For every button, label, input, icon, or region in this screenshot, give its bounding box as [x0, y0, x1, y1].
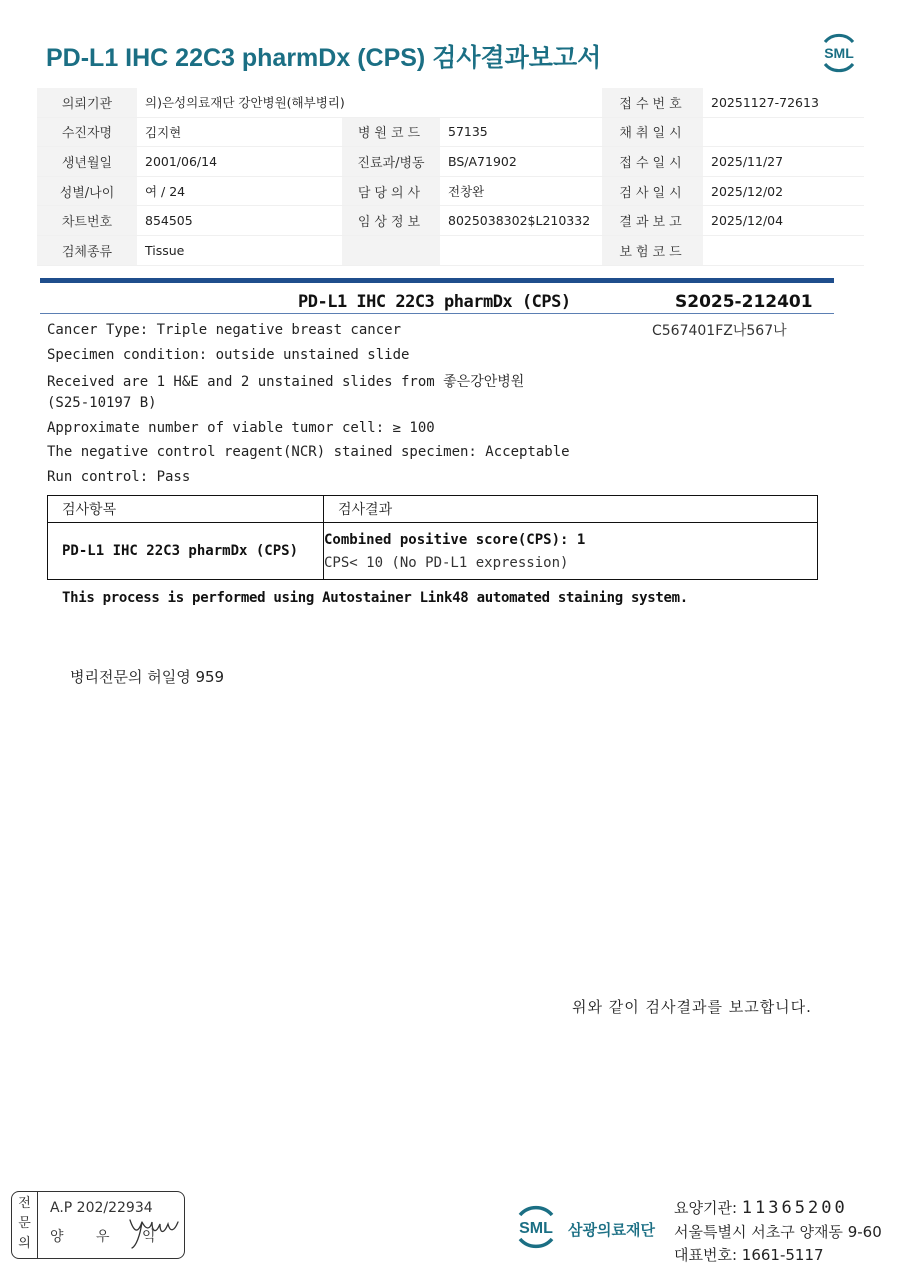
closing-statement: 위와 같이 검사결과를 보고합니다. — [572, 998, 812, 1016]
report-line: (S25-10197 B) — [47, 395, 157, 411]
info-label: 진료과/병동 — [342, 147, 440, 177]
header-rule — [40, 278, 834, 283]
info-row — [37, 147, 864, 177]
organization-name: 삼광의료재단 — [568, 1221, 655, 1239]
info-value: 의)은성의료재단 강안병원(해부병리) — [137, 88, 602, 117]
result-header-item: 검사항목 — [48, 496, 324, 523]
result-interpretation: CPS< 10 (No PD-L1 expression) — [324, 554, 569, 571]
report-line: Specimen condition: outside unstained slide — [47, 347, 410, 363]
result-item: PD-L1 IHC 22C3 pharmDx (CPS) — [48, 523, 324, 580]
info-label: 병원코드 — [342, 117, 440, 147]
info-label: 채취일시 — [602, 117, 703, 147]
svg-text:SML: SML — [824, 45, 854, 61]
info-value: 2025/11/27 — [703, 147, 864, 177]
info-label: 수진자명 — [37, 117, 137, 147]
phone-number: 대표번호: 1661-5117 — [674, 1246, 824, 1264]
pathologist-signature: 병리전문의 허일영 959 — [70, 668, 225, 686]
info-label: 임상정보 — [342, 206, 440, 236]
svg-text:SML: SML — [519, 1220, 553, 1237]
info-row — [37, 235, 864, 265]
info-value: 2001/06/14 — [137, 147, 342, 177]
report-number: S2025-212401 — [675, 292, 813, 312]
info-row — [37, 176, 864, 206]
stamp-name: 양 우 익 — [50, 1229, 170, 1245]
report-line: Received are 1 H&E and 2 unstained slides from 좋은강안병원 — [47, 374, 525, 390]
info-label: 검사일시 — [602, 176, 703, 206]
info-label: 성별/나이 — [37, 176, 137, 206]
info-label: 의뢰기관 — [37, 88, 137, 117]
info-value: 8025038302$L210332 — [440, 206, 602, 236]
info-label: 접수번호 — [602, 88, 703, 117]
info-value: BS/A71902 — [440, 147, 602, 177]
header-thin-rule — [40, 313, 834, 314]
handwritten-signature-icon — [124, 1208, 185, 1250]
info-label: 접수일시 — [602, 147, 703, 177]
report-line: Run control: Pass — [47, 469, 191, 485]
info-value: 854505 — [137, 206, 342, 236]
sml-logo-icon — [510, 1201, 562, 1253]
info-value: 여 / 24 — [137, 176, 342, 206]
institution-code: 요양기관: 11365200 — [674, 1198, 848, 1218]
info-value: 57135 — [440, 117, 602, 147]
patient-info-table — [37, 88, 864, 266]
result-table — [47, 495, 818, 580]
info-value — [440, 235, 602, 265]
info-row — [37, 117, 864, 147]
sml-logo-icon — [816, 30, 862, 76]
report-line: Cancer Type: Triple negative breast cancer — [47, 322, 402, 338]
result-header-result: 검사결과 — [324, 496, 818, 523]
specialist-stamp — [11, 1191, 185, 1259]
report-sub-code: C567401FZ나567나 — [652, 323, 787, 339]
info-value — [703, 117, 864, 147]
report-title: PD-L1 IHC 22C3 pharmDx (CPS) 검사결과보고서 — [46, 44, 602, 72]
info-label: 담당의사 — [342, 176, 440, 206]
info-label: 검체종류 — [37, 235, 137, 265]
result-score: Combined positive score(CPS): 1 — [324, 531, 586, 548]
info-label: 차트번호 — [37, 206, 137, 236]
report-line: Approximate number of viable tumor cell: ≥ 100 — [47, 420, 435, 436]
info-label: 결과보고 — [602, 206, 703, 236]
info-value — [703, 235, 864, 265]
address: 서울특별시 서초구 양재동 9-60 — [674, 1223, 882, 1241]
info-value: 2025/12/02 — [703, 176, 864, 206]
process-note: This process is performed using Autostainer Link48 automated staining system. — [62, 590, 688, 606]
info-value: 김지현 — [137, 117, 342, 147]
report-line: The negative control reagent(NCR) stained specimen: Acceptable — [47, 444, 570, 460]
info-value: Tissue — [137, 235, 342, 265]
stamp-license: A.P 202/22934 — [50, 1200, 153, 1216]
report-test-name: PD-L1 IHC 22C3 pharmDx (CPS) — [298, 292, 571, 312]
info-row — [37, 206, 864, 236]
info-value: 2025/12/04 — [703, 206, 864, 236]
info-label: 생년월일 — [37, 147, 137, 177]
info-label — [342, 235, 440, 265]
stamp-side-label: 전 문 의 — [12, 1192, 38, 1258]
info-label: 보험코드 — [602, 235, 703, 265]
info-row — [37, 88, 864, 117]
info-value: 전창완 — [440, 176, 602, 206]
info-value: 20251127-72613 — [703, 88, 864, 117]
